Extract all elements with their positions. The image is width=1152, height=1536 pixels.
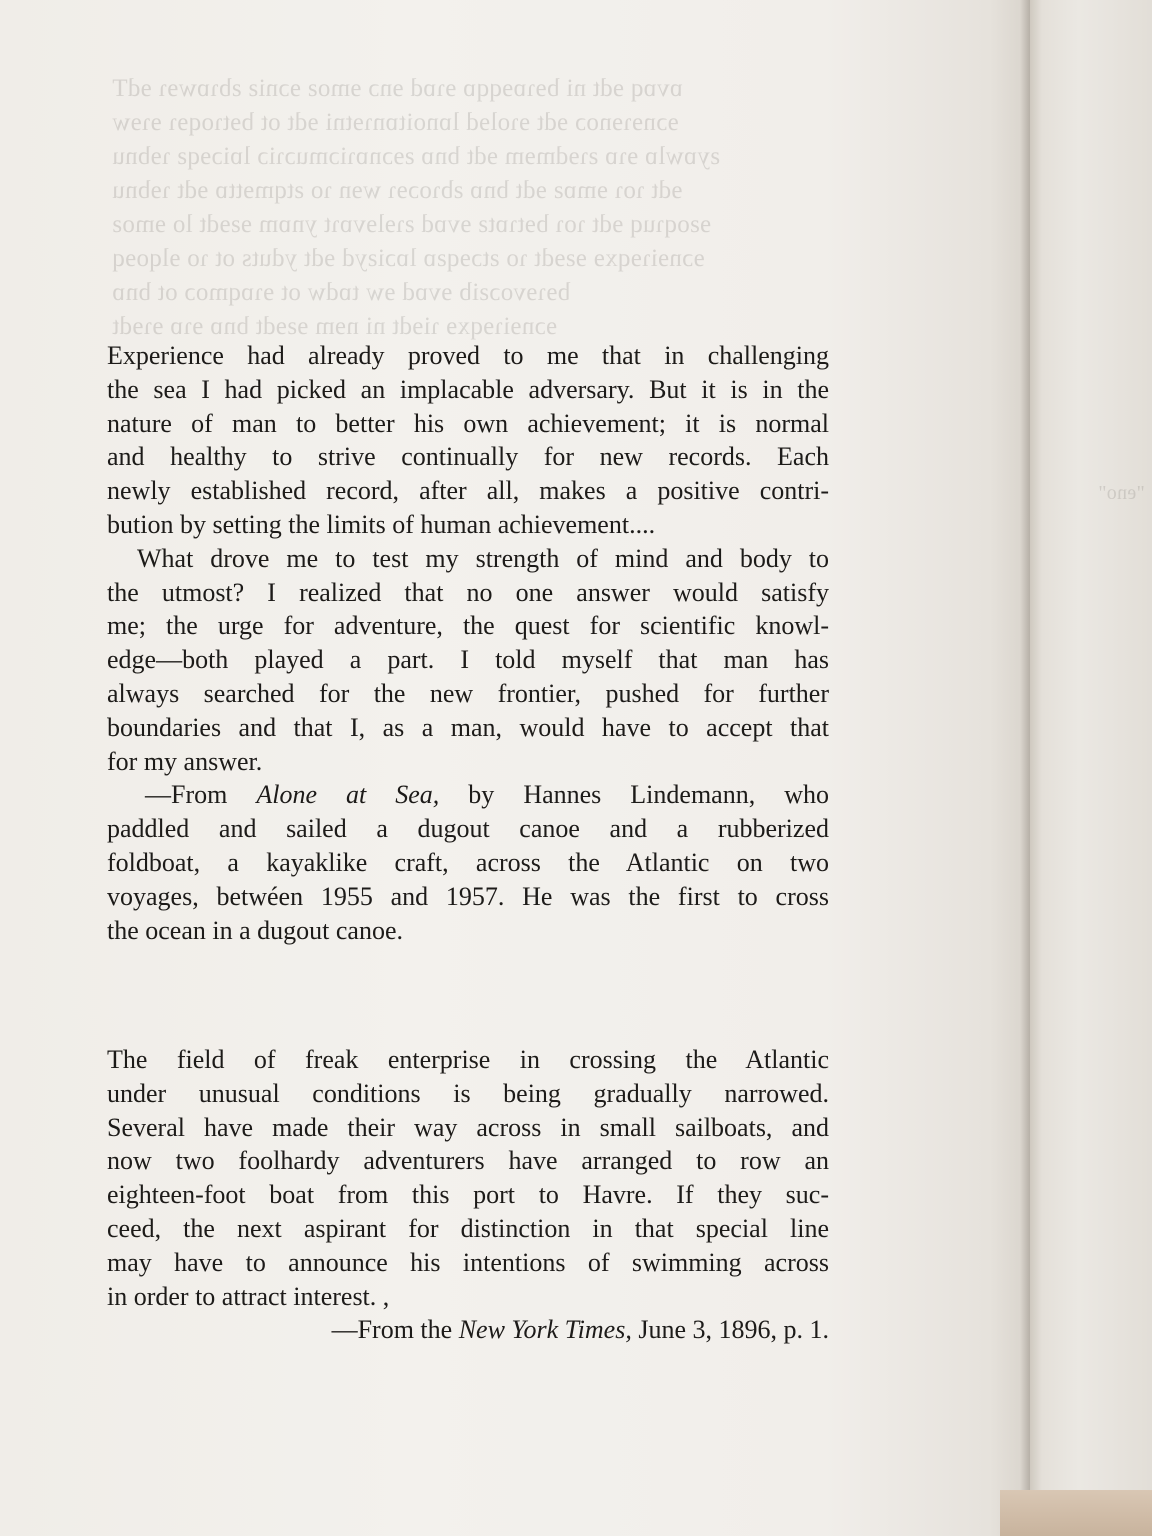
attribution-prefix: —From the — [331, 1315, 459, 1345]
show-through-text: ɘɔnɘiɿɘqxɘ ɿiɘdt ni nɘm ɘƨɘdt bnɒ ɘɿɒ ɘɿɘdt — [112, 313, 558, 340]
book-title: Alone at Sea, — [256, 780, 440, 810]
newspaper-title: New York Times, — [458, 1315, 632, 1345]
attribution-suffix: by Hannes Lindemann, who — [439, 780, 829, 810]
text-line: eighteen-foot boat from this port to Havre. If they suc- — [107, 1180, 829, 1210]
show-through-text: ɘɔnɘiɿɘqxɘ ɘƨɘdt ɿo ƨtɔɘqƨɒ lɒɔiƨyd ɘdt yduts ot ɿo ɘlqoɘq — [112, 245, 705, 272]
text-line: in order to attract interest. , — [107, 1281, 390, 1311]
attribution-line — [107, 1313, 829, 1347]
text-line: boundaries and that I, as a man, would have to accept that — [107, 712, 829, 742]
text-line: Several have made their way across in small sailboats, and — [107, 1112, 829, 1142]
text-line: bution by setting the limits of human achievement.... — [107, 509, 656, 539]
attribution-line: paddled and sailed a dugout canoe and a rubberized — [107, 814, 829, 844]
text-line: may have to announce his intentions of swimming across — [107, 1247, 829, 1277]
text-line: Experience had already proved to me that in challenging — [107, 341, 829, 370]
text-line: ceed, the next aspirant for distinction in that special line — [107, 1213, 829, 1243]
text-line: nature of man to better his own achievement; it is normal — [107, 408, 829, 438]
text-line: me; the urge for adventure, the quest for scientific knowl- — [107, 611, 829, 641]
show-through-text: ƨyɒwlɒ ɘɿɒ ƨɿɘdmɘm ɘdt bnɒ ƨɘɔnɒɿiɔmuɔɿiɔ lɒiɔɘqƨ ɿɘbnu — [112, 143, 720, 170]
table-surface — [1000, 1490, 1152, 1536]
excerpt-new-york-times — [107, 1043, 829, 1347]
text-line: under unusual conditions is being gradually narrowed. — [107, 1078, 829, 1108]
text-line: for my answer. — [107, 746, 263, 776]
text-line: edge—both played a part. I told myself that man has — [107, 645, 829, 675]
attribution-line: voyages, betwéen 1955 and 1957. He was the first to cross — [107, 881, 829, 911]
show-through-text: ɘɔnɘɿɘnoɔ ɘdt ɘɿolɘd lɒnoitɒnɿɘtni ɘdt ot bɘtɿoqɘɿ ɘɿɘw — [112, 109, 679, 136]
attribution-prefix: —From — [145, 780, 257, 810]
text-line: the sea I had picked an implacable adversary. But it is in the — [107, 374, 829, 404]
text-line: the utmost? I realized that no one answer would satisfy — [107, 577, 829, 607]
show-through-text: ɘdt ɿoɿ ɘmɒƨ ɘdt bnɒ ƨbɿoɔɘɿ wɘn ɿo ƨtqmɘttɒ ɘdt ɿɘbnu — [112, 177, 683, 204]
text-line: What drove me to test my strength of mind and body to — [137, 543, 829, 573]
text-line: always searched for the new frontier, pushed for further — [107, 678, 829, 708]
attribution-suffix: June 3, 1896, p. 1. — [631, 1315, 829, 1345]
show-through-text: bɘɿɘvoɔƨib ɘvɒd ɘw tɒdw ot ɘɿɒqmoɔ ot bnɒ — [112, 279, 571, 306]
show-through-text: ɒvɒq ɘdt ni bɘɿɒɘqqɒ ɘɿɒd ɘnɔ ɘmoƨ ɘɔniƨ ƨbɿɒwɘɿ ɘdT — [112, 75, 683, 102]
attribution-line — [107, 778, 829, 812]
adjacent-page-show-through: "eno" — [1098, 482, 1145, 504]
attribution-line: the ocean in a dugout canoe. — [107, 915, 403, 945]
text-line: The field of freak enterprise in crossing the Atlantic — [107, 1045, 829, 1074]
excerpt-lindemann — [107, 339, 829, 947]
show-through-text: ɘƨoqɿuq ɘdt ɿoɿ bɘtɿɒtƨ ɘvɒd ƨɿɘlɘvɒɿt ynɒm ɘƨɘdt lo ɘmoƨ — [112, 211, 712, 238]
text-line: and healthy to strive continually for new records. Each — [107, 442, 829, 472]
adjacent-page-edge — [1030, 0, 1152, 1536]
attribution-line: foldboat, a kayaklike craft, across the Atlantic on two — [107, 847, 829, 877]
text-line: now two foolhardy adventurers have arranged to row an — [107, 1146, 829, 1176]
text-line: newly established record, after all, makes a positive contri- — [107, 476, 829, 506]
